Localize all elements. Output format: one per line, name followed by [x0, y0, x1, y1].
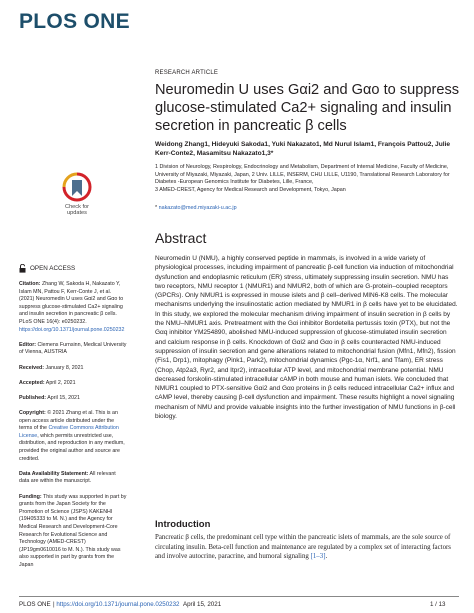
copyright-text-end: , which permits unrestricted use, distribution, and reproduction in any medium, provided the original author and source are credited.	[19, 432, 125, 462]
copyright-text: © 2021 Zhang et al. This is an open access article distributed under the terms of the	[19, 410, 118, 432]
open-access-label: OPEN ACCESS	[30, 264, 76, 272]
published-block	[19, 395, 127, 403]
introduction-body	[155, 533, 458, 562]
citation-doi-link[interactable]: https://doi.org/10.1371/journal.pone.0250232	[19, 326, 125, 333]
editor-block	[19, 342, 127, 357]
license-link[interactable]: Creative Commons Attribution License	[19, 425, 119, 439]
intro-sentence: Pancreatic β cells, the predominant cell type within the pancreatic islets of mammals, are the sole source of circulating insulin. Beta-cell function and maintenance are regulated by a complex set of interacting factors and involve autocrine, paracrine, and humoral signaling	[155, 534, 451, 560]
badge-line2: updates	[67, 210, 87, 216]
author-list: Weidong Zhang1, Hideyuki Sakoda1, Yuki Nakazato1, Md Nurul Islam1, François Pattou2, Julie Kerr-Conte2, Masamitsu Nakazato1,3*	[155, 141, 451, 157]
editor-label: Editor:	[19, 341, 37, 348]
data-availability-block	[19, 471, 127, 486]
received-label: Received:	[19, 364, 45, 371]
funding-label: Funding:	[19, 493, 42, 500]
article-title: Neuromedin U uses Gαi2 and Gαo to suppress glucose-stimulated Ca2+ signaling and insulin secretion in pancreatic β cells	[155, 82, 460, 134]
citation-block	[19, 281, 127, 334]
footer-date: April 15, 2021	[182, 601, 222, 608]
editor-text: Clemens Furnsinn, Medical University of Vienna, AUSTRIA	[19, 341, 127, 356]
footer-journal-name: PLOS ONE	[19, 601, 51, 608]
accepted-date: April 2, 2021	[44, 379, 76, 386]
journal-logo: PLOS ONE	[19, 10, 130, 33]
funding-block	[19, 494, 127, 570]
abstract-body: Neuromedin U (NMU), a highly conserved peptide in mammals, is involved in a wide variety of physiological processes, including impairment of pancreatic β-cell function via induction of mitochondrial dysfunction and endoplasmic reticulum (ER) stress, ultimately suppressing insulin secretion. NMU has two receptors, NMU receptor 1 (NMUR1) and NMUR2, both of which are G-protein–coupled receptors (GPCRs). Only NMUR1 is expressed in mouse islets and β cell–derived MIN6-K8 cells. The molecular mechanisms underlying the insulinostatic action mediated by NMUR1 in β cells have yet to be elucidated. In this study, we explored the molecular mechanism driving impairment of insulin secretion in β cells by the NMU–NMUR1 axis. Pretreatment with the Gαi inhibitor Bordetella pertussis toxin (PTX), but not the Gαq inhibitor YM254890, abolished NMU-induced suppression of glucose-stimulated insulin secretion and calcium response in β cells. Knockdown of Gαi2 and Gαo in β cells counteracted NMU-induced suppression of insulin secretion and gene alterations related to mitochondrial fusion (Mfn1, Mfn2), fission (Fis1, Drp1), mitophagy (Pink1, Park2), mitochondrial dynamics (Pgc-1α, Nrf1, and Tfam), ER stress (Chop, Atp2a3, Ryr2, and Itpr2), intracellular ATP level, and mitochondrial membrane potential. NMU decreased forskolin-stimulated intracellular cAMP in both mouse and human islets. We concluded that NMUR1 coupled to PTX-sensitive Gαi2 and Gαo proteins in β cells reduced intracellular Ca2+ influx and cAMP level, thereby causing β-cell dysfunction and impairment. These results highlight a novel signaling mechanism of NMU and provide valuable insights into the further investigation of NMU functions in β-cell biology.	[155, 255, 458, 421]
received-block	[19, 365, 127, 373]
footer-doi	[53, 601, 221, 608]
corresponding-email	[155, 205, 237, 211]
intro-end: .	[325, 553, 328, 560]
introduction-heading: Introduction	[155, 519, 211, 530]
badge-line1: Check for	[65, 204, 89, 210]
affiliations	[155, 164, 460, 194]
article-info-sidebar	[19, 264, 127, 577]
footer-doi-prefix: |	[53, 601, 57, 608]
affiliation-1: 1 Division of Neurology, Respirology, Endocrinology and Metabolism, Department of Internal Medicine, Faculty of Medicine, University of Miyazaki, Miyazaki, Japan, 2 Univ. LILLE, INSERM, CHU LILLE, U1190, Translational Research Laboratory for Diabetes -European Genomics Institute for Diabetes, Lille, France,	[155, 164, 450, 186]
data-availability-text: All relevant data are within the manuscript.	[19, 470, 116, 485]
citation-label: Citation:	[19, 281, 41, 287]
data-availability-label: Data Availability Statement:	[19, 470, 89, 477]
published-label: Published:	[19, 394, 47, 401]
accepted-block	[19, 380, 127, 388]
copyright-block	[19, 410, 127, 463]
received-date: January 8, 2021	[44, 364, 84, 371]
footer-divider	[19, 596, 459, 597]
accepted-label: Accepted:	[19, 379, 45, 386]
footer-doi-link[interactable]: https://doi.org/10.1371/journal.pone.0250232	[56, 601, 180, 608]
copyright-label: Copyright:	[19, 410, 46, 417]
email-prefix: *	[155, 205, 159, 211]
email-link[interactable]: nakazato@med.miyazaki-u.ac.jp	[158, 205, 237, 211]
citation-text: Zhang W, Sakoda H, Nakazato Y, Islam MN, Pattou F, Kerr-Conte J, et al. (2021) Neuromedin U uses Gαi2 and Gαo to suppress glucose-stimulated Ca2+ signaling and insulin secretion in pancreatic β cells. PLoS ONE 16(4): e0250232.	[19, 281, 124, 325]
check-for-updates-badge[interactable]	[57, 172, 97, 228]
funding-text: This study was supported in part by grants from the Japan Society for the Promotion of Science (JSPS) KAKENHI (19H05333 to M. N.) and the Agency for Medical Research and Development-Core Research for Evolutional Science and Technology (AMED-CREST) (JP19gm0610016 to M. N.). This study was also supported in part by grants from the Japan	[19, 493, 127, 568]
page-number: 1 / 13	[430, 601, 446, 608]
published-date: April 15, 2021	[46, 394, 80, 401]
affiliation-2: 3 AMED-CREST, Agency for Medical Research and Development, Tokyo, Japan	[155, 186, 346, 193]
check-updates-icon	[62, 172, 92, 204]
open-lock-icon	[19, 264, 26, 273]
abstract-heading: Abstract	[155, 230, 207, 246]
citation-link[interactable]: [1–3]	[310, 553, 326, 560]
open-access-row	[19, 264, 127, 273]
article-type: RESEARCH ARTICLE	[155, 70, 219, 76]
